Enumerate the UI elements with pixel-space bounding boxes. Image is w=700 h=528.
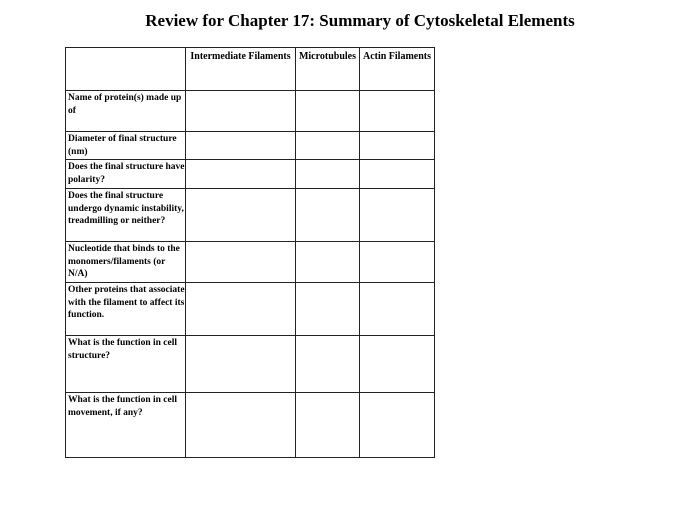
table-row (66, 160, 435, 189)
row-label-cell-structure: What is the function in cell structure? (66, 336, 186, 393)
header-microtubules: Microtubules (296, 48, 360, 91)
cell-mt-cell-movement[interactable] (296, 393, 360, 458)
cell-mt-dynamic-instability[interactable] (296, 189, 360, 242)
cell-if-cell-structure[interactable] (186, 336, 296, 393)
cell-if-polarity[interactable] (186, 160, 296, 189)
row-label-polarity: Does the final structure have polarity? (66, 160, 186, 189)
cell-mt-nucleotide[interactable] (296, 242, 360, 283)
cell-af-nucleotide[interactable] (360, 242, 435, 283)
cell-af-protein-name[interactable] (360, 91, 435, 132)
cell-af-cell-structure[interactable] (360, 336, 435, 393)
page-title: Review for Chapter 17: Summary of Cytoskeletal Elements (145, 11, 575, 30)
cell-mt-diameter[interactable] (296, 132, 360, 160)
header-intermediate-filaments: Intermediate Filaments (186, 48, 296, 91)
row-label-diameter: Diameter of final structure (nm) (66, 132, 186, 160)
header-actin-filaments: Actin Filaments (360, 48, 435, 91)
cell-if-nucleotide[interactable] (186, 242, 296, 283)
cell-mt-cell-structure[interactable] (296, 336, 360, 393)
cell-af-associated-proteins[interactable] (360, 283, 435, 336)
row-label-associated-proteins: Other proteins that associate with the filament to affect its function. (66, 283, 186, 336)
cell-af-dynamic-instability[interactable] (360, 189, 435, 242)
cytoskeleton-summary-table (65, 47, 435, 458)
cell-if-cell-movement[interactable] (186, 393, 296, 458)
cell-af-cell-movement[interactable] (360, 393, 435, 458)
table-row (66, 283, 435, 336)
cell-if-diameter[interactable] (186, 132, 296, 160)
cell-mt-associated-proteins[interactable] (296, 283, 360, 336)
row-label-dynamic-instability: Does the final structure undergo dynamic instability, treadmilling or neither? (66, 189, 186, 242)
cell-af-polarity[interactable] (360, 160, 435, 189)
header-corner-cell (66, 48, 186, 91)
cell-af-diameter[interactable] (360, 132, 435, 160)
row-label-cell-movement: What is the function in cell movement, if any? (66, 393, 186, 458)
table-row (66, 242, 435, 283)
table-row (66, 91, 435, 132)
table-row (66, 393, 435, 458)
cell-mt-protein-name[interactable] (296, 91, 360, 132)
row-label-protein-name: Name of protein(s) made up of (66, 91, 186, 132)
row-label-nucleotide: Nucleotide that binds to the monomers/filaments (or N/A) (66, 242, 186, 283)
table-row (66, 336, 435, 393)
cell-if-associated-proteins[interactable] (186, 283, 296, 336)
cell-if-dynamic-instability[interactable] (186, 189, 296, 242)
cell-if-protein-name[interactable] (186, 91, 296, 132)
cell-mt-polarity[interactable] (296, 160, 360, 189)
table-row (66, 132, 435, 160)
table-header-row (66, 48, 435, 91)
table-row (66, 189, 435, 242)
